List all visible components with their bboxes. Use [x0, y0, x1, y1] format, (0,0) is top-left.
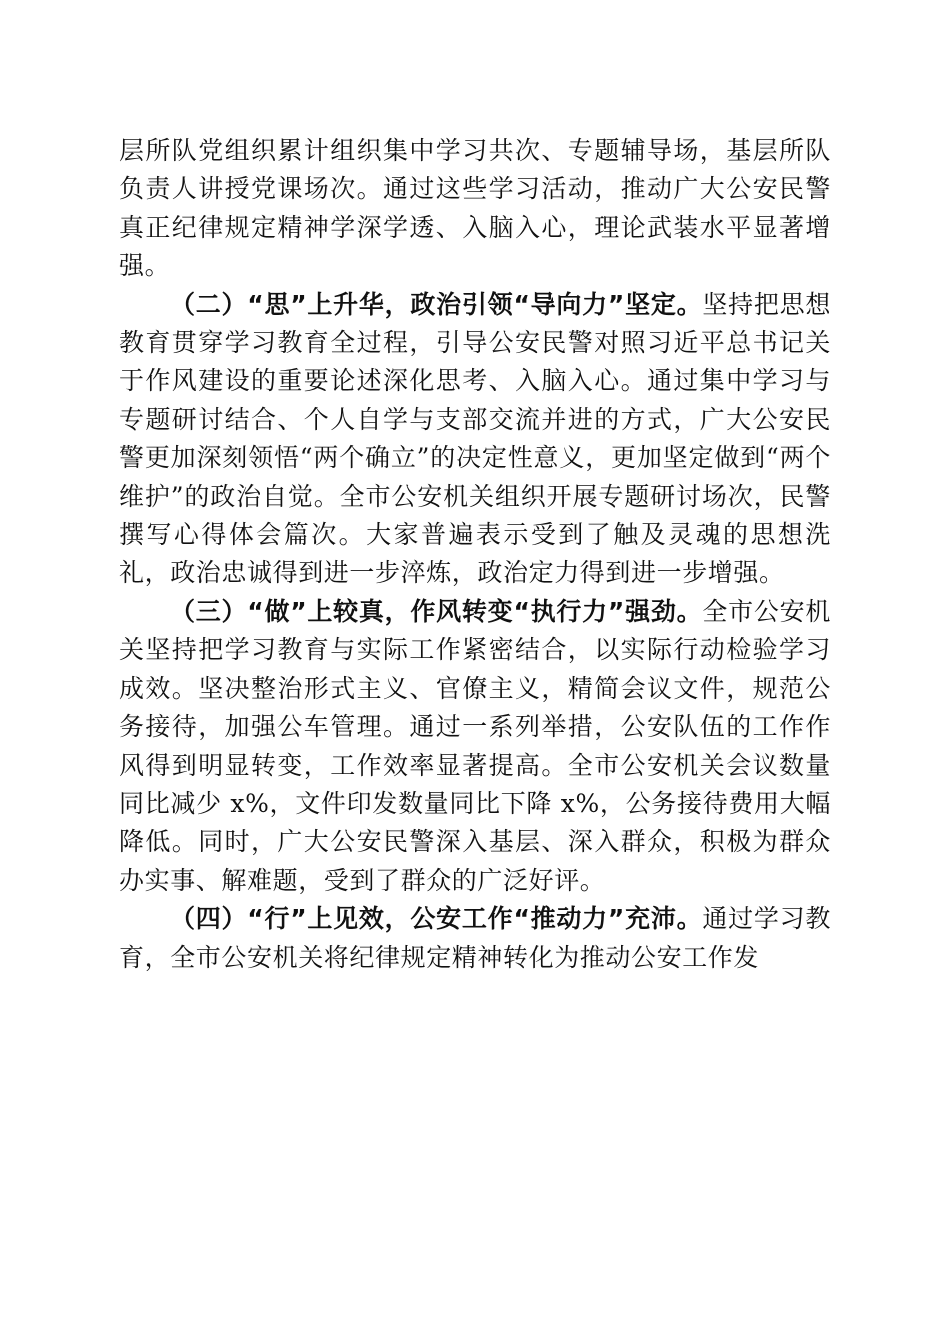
section-heading-2: （二）“思”上升华，政治引领“导向力”坚定。 — [170, 289, 703, 319]
paragraph-4 — [119, 900, 831, 977]
paragraph-4-text: 通过学习教育，全市公安机关将纪律规定精神转化为推动公安工作发 — [119, 904, 831, 972]
paragraph-3-text: 全市公安机关坚持把学习教育与实际工作紧密结合，以实际行动检验学习成效。坚决整治形式主义、官僚主义，精简会议文件，规范公务接待，加强公车管理。通过一系列举措，公安队伍的工作作风得到明显转变，工作效率显著提高。全市公安机关会议数量同比减少 x%，文件印发数量同比下降 x%，公务接待费用大幅降低。同时，广大公安民警深入基层、深入群众，积极为群众办实事、解难题，受到了群众的广泛好评。 — [119, 596, 831, 895]
section-heading-4: （四）“行”上见效，公安工作“推动力”充沛。 — [170, 904, 703, 934]
paragraph-2 — [119, 286, 831, 593]
paragraph-3 — [119, 593, 831, 900]
section-heading-3: （三）“做”上较真，作风转变“执行力”强劲。 — [170, 596, 703, 626]
paragraph-1-text: 层所队党组织累计组织集中学习共次、专题辅导场，基层所队负责人讲授党课场次。通过这些学习活动，推动广大公安民警真正纪律规定精神学深学透、入脑入心，理论武装水平显著增强。 — [119, 136, 831, 281]
paragraph-1 — [119, 132, 831, 286]
paragraph-2-text: 坚持把思想教育贯穿学习教育全过程，引导公安民警对照习近平总书记关于作风建设的重要论述深化思考、入脑入心。通过集中学习与专题研讨结合、个人自学与支部交流并进的方式，广大公安民警更加深刻领悟“两个确立”的决定性意义，更加坚定做到“两个维护”的政治自觉。全市公安机关组织开展专题研讨场次，民警撰写心得体会篇次。大家普遍表示受到了触及灵魂的思想洗礼，政治忠诚得到进一步淬炼，政治定力得到进一步增强。 — [119, 289, 831, 588]
document-body — [119, 132, 831, 977]
